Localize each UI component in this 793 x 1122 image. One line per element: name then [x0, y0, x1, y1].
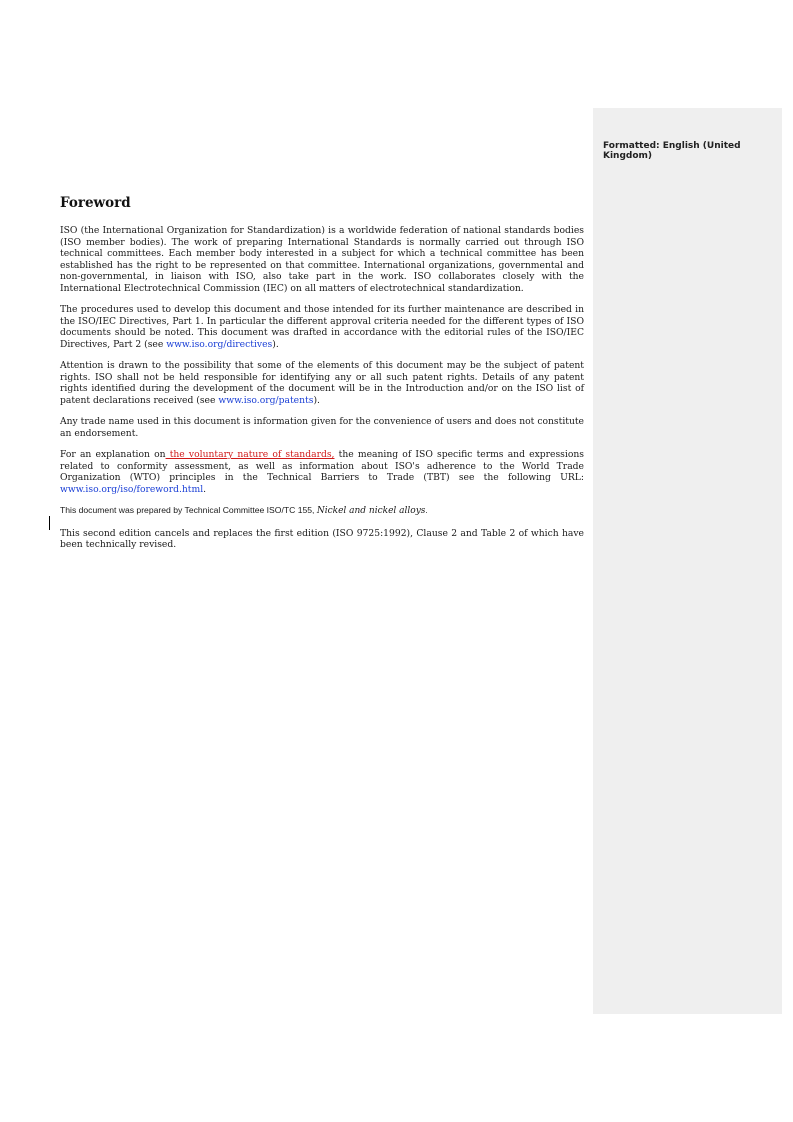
- paragraph-text: This document was prepared by Technical Committee ISO/TC 155,: [60, 505, 317, 515]
- paragraph-end: .: [203, 483, 207, 495]
- paragraph-end: ).: [272, 338, 279, 350]
- paragraph-committee: [60, 505, 584, 518]
- paragraph-edition: This second edition cancels and replaces the first edition (ISO 9725:1992), Clause 2 and Table 2 of which have been technically revised.: [60, 527, 584, 550]
- paragraph-end: .: [425, 505, 428, 515]
- paragraph-iso-intro: ISO (the International Organization for Standardization) is a worldwide federation of national standards bodies (ISO member bodies). The work of preparing International Standards is normally carried out through ISO technical committees. Each member body interested in a subject for which a technical committee has been established has the right to be represented on that committee. International organizations, governmental and non-governmental, in liaison with ISO, also take part in the work. ISO collaborates closely with the International Electrotechnical Commission (IEC) on all matters of electrotechnical standardization.: [60, 225, 584, 294]
- paragraph-text-cont: the meaning of ISO specific terms and expressions related to conformity assessment, as well as information about ISO's adherence to the World Trade Organization (WTO) principles in the Technical Barriers to Trade (TBT) see the following URL:: [60, 449, 584, 483]
- patents-link[interactable]: www.iso.org/patents: [218, 394, 314, 406]
- paragraph-procedures: [60, 304, 584, 350]
- paragraph-text: For an explanation on: [60, 449, 166, 460]
- paragraph-voluntary-nature: [60, 449, 584, 495]
- foreword-link[interactable]: www.iso.org/iso/foreword.html: [60, 483, 204, 495]
- paragraph-patents: [60, 360, 584, 406]
- committee-title: Nickel and nickel alloys: [316, 506, 426, 516]
- comment-pane: [593, 108, 782, 1014]
- paragraph-trade-name: Any trade name used in this document is information given for the convenience of users and does not constitute an endorsement.: [60, 416, 584, 439]
- paragraph-text: Attention is drawn to the possibility that some of the elements of this document may be the subject of patent rights. ISO shall not be held responsible for identifying any or all such patent rights. Details of any patent rights identified during the development of the document will be in the Introduction and/or on the ISO list of patent declarations received (see: [60, 360, 584, 406]
- tracked-insertion[interactable]: the voluntary nature of standards,: [165, 449, 335, 460]
- document-body: [60, 195, 584, 561]
- paragraph-text: The procedures used to develop this document and those intended for its further maintenance are described in the ISO/IEC Directives, Part 1. In particular the different approval criteria needed for the different types of ISO documents should be noted. This document was drafted in accordance with the editorial rules of the ISO/IEC Directives, Part 2 (see: [60, 304, 584, 350]
- comment-title: Formatted: English (United Kingdom): [603, 141, 741, 161]
- change-bar: [49, 516, 50, 530]
- page-title: Foreword: [60, 195, 131, 211]
- paragraph-end: ).: [313, 394, 320, 406]
- directives-link[interactable]: www.iso.org/directives: [166, 338, 273, 350]
